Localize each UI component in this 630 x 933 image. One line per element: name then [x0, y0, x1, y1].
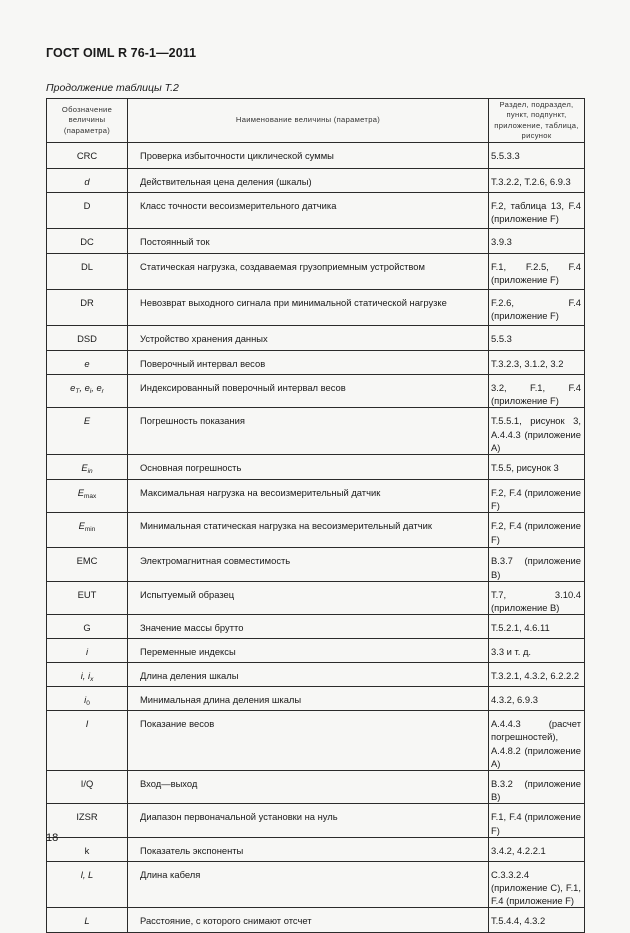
table-row [47, 408, 585, 455]
reference-cell: 3.2, F.1, F.4 (приложение F) [489, 375, 585, 408]
table-row [47, 771, 585, 804]
reference-cell: F.2.6, F.4 (приложение F) [489, 290, 585, 326]
symbols-table [46, 98, 585, 933]
symbol-cell: E [47, 408, 128, 455]
table-row [47, 290, 585, 326]
reference-cell: F.1, F.4 (приложение F) [489, 804, 585, 837]
name-cell: Минимальная длина деления шкалы [128, 687, 489, 711]
symbol-cell: $E_{min}$ [47, 513, 128, 548]
reference-cell: Т.5.5, рисунок 3 [489, 455, 585, 480]
name-cell: Устройство хранения данных [128, 326, 489, 351]
symbol-cell: DSD [47, 326, 128, 351]
page-number: 18 [46, 832, 59, 844]
name-cell: Действительная цена деления (шкалы) [128, 169, 489, 193]
reference-cell: Т.7, 3.10.4 (приложение B) [489, 581, 585, 614]
table-row [47, 548, 585, 581]
name-cell: Проверка избыточности циклической суммы [128, 143, 489, 169]
name-cell: Показатель экспоненты [128, 837, 489, 861]
reference-cell: F.2, таблица 13, F.4 (приложение F) [489, 193, 585, 229]
name-cell: Поверочный интервал весов [128, 351, 489, 375]
reference-cell: 5.5.3 [489, 326, 585, 351]
reference-cell: B.3.2 (приложение B) [489, 771, 585, 804]
symbol-cell: L [47, 908, 128, 933]
table-row [47, 455, 585, 480]
table-row [47, 581, 585, 614]
symbol-cell: G [47, 615, 128, 639]
symbol-cell: DL [47, 254, 128, 290]
name-cell: Длина деления шкалы [128, 663, 489, 687]
table-row [47, 804, 585, 837]
symbol-base: i [84, 694, 87, 706]
symbol-cell: i [47, 639, 128, 663]
reference-cell: 5.5.3.3 [489, 143, 585, 169]
symbol-cell: i, $i_x$ [47, 663, 128, 687]
symbol-cell: DC [47, 229, 128, 254]
name-cell: Длина кабеля [128, 861, 489, 908]
table-row [47, 861, 585, 908]
reference-cell: 3.4.2, 4.2.2.1 [489, 837, 585, 861]
reference-cell: 4.3.2, 6.9.3 [489, 687, 585, 711]
table-row [47, 615, 585, 639]
name-cell: Невозврат выходного сигнала при минимальной статической нагрузке [128, 290, 489, 326]
column-header-symbol: Обозначение величины (параметра) [47, 99, 128, 143]
symbol-cell: $E_{in}$ [47, 455, 128, 480]
name-cell: Минимальная статическая нагрузка на весоизмерительный датчик [128, 513, 489, 548]
table-row [47, 254, 585, 290]
reference-cell: 3.3 и т. д. [489, 639, 585, 663]
symbol-cell: IZSR [47, 804, 128, 837]
reference-cell: Т.3.2.2, Т.2.6, 6.9.3 [489, 169, 585, 193]
name-cell: Индексированный поверочный интервал весов [128, 375, 489, 408]
name-cell: Показание весов [128, 711, 489, 771]
reference-cell: Т.5.5.1, рисунок 3, А.4.4.3 (приложение А) [489, 408, 585, 455]
reference-cell: Т.3.2.3, 3.1.2, 3.2 [489, 351, 585, 375]
symbol-cell: D [47, 193, 128, 229]
reference-cell: F.2, F.4 (приложение F) [489, 480, 585, 513]
name-cell: Переменные индексы [128, 639, 489, 663]
reference-cell: F.1, F.2.5, F.4 (приложение F) [489, 254, 585, 290]
name-cell: Класс точности весоизмерительного датчика [128, 193, 489, 229]
name-cell: Расстояние, с которого снимают отсчет [128, 908, 489, 933]
table-row [47, 169, 585, 193]
table-row [47, 639, 585, 663]
reference-cell: Т.5.4.4, 4.3.2 [489, 908, 585, 933]
column-header-name: Наименование величины (параметра) [128, 99, 489, 143]
symbol-cell: I/Q [47, 771, 128, 804]
table-continuation-caption: Продолжение таблицы Т.2 [46, 82, 179, 94]
table-row [47, 326, 585, 351]
symbol-base: E [81, 462, 88, 474]
name-cell: Погрешность показания [128, 408, 489, 455]
symbol-cell: CRC [47, 143, 128, 169]
symbol-base: E [78, 520, 85, 532]
name-cell: Постоянный ток [128, 229, 489, 254]
symbol-e-base: e [70, 382, 76, 393]
reference-cell: Т.3.2.1, 4.3.2, 6.2.2.2 [489, 663, 585, 687]
table-row [47, 193, 585, 229]
table-row [47, 687, 585, 711]
table-header-row [47, 99, 585, 143]
table-row [47, 143, 585, 169]
symbol-cell: k [47, 837, 128, 861]
reference-cell: Т.5.2.1, 4.6.11 [489, 615, 585, 639]
symbol-cell: l, L [47, 861, 128, 908]
reference-cell: 3.9.3 [489, 229, 585, 254]
reference-cell: С.3.3.2.4 (приложение С), F.1, F.4 (приложение F) [489, 861, 585, 908]
table-row [47, 837, 585, 861]
symbol-cell: I [47, 711, 128, 771]
name-cell: Электромагнитная совместимость [128, 548, 489, 581]
table-row [47, 908, 585, 933]
symbol-cell: $i_0$ [47, 687, 128, 711]
symbol-cell: $e_T$, $e_i$, $e_r$ [47, 375, 128, 408]
table-row [47, 480, 585, 513]
name-cell: Максимальная нагрузка на весоизмерительный датчик [128, 480, 489, 513]
name-cell: Значение массы брутто [128, 615, 489, 639]
reference-cell: А.4.4.3 (расчет погрешностей), А.4.8.2 (приложение А) [489, 711, 585, 771]
reference-cell: F.2, F.4 (приложение F) [489, 513, 585, 548]
column-header-reference: Раздел, подраздел, пункт, подпункт, приложение, таблица, рисунок [489, 99, 585, 143]
table-row [47, 711, 585, 771]
table-row [47, 375, 585, 408]
name-cell: Испытуемый образец [128, 581, 489, 614]
symbol-cell: $E_{max}$ [47, 480, 128, 513]
table-row [47, 229, 585, 254]
symbol-cell: EUT [47, 581, 128, 614]
symbol-cell: EMC [47, 548, 128, 581]
table-row [47, 351, 585, 375]
reference-cell: B.3.7 (приложение B) [489, 548, 585, 581]
name-cell: Статическая нагрузка, создаваемая грузоприемным устройством [128, 254, 489, 290]
document-id: ГОСТ OIML R 76-1—2011 [46, 46, 197, 60]
symbol-base: E [77, 487, 84, 499]
symbol-cell: d [47, 169, 128, 193]
symbol-cell: DR [47, 290, 128, 326]
table-row [47, 663, 585, 687]
name-cell: Основная погрешность [128, 455, 489, 480]
symbol-base: i, i [80, 670, 91, 682]
symbol-cell: e [47, 351, 128, 375]
name-cell: Диапазон первоначальной установки на нуль [128, 804, 489, 837]
table-row [47, 513, 585, 548]
name-cell: Вход—выход [128, 771, 489, 804]
